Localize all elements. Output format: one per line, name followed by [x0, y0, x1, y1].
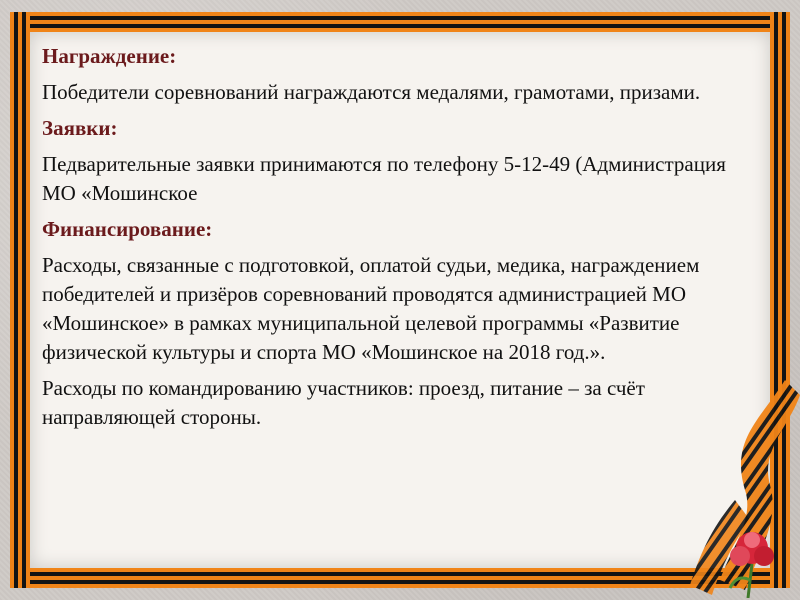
slide-text — [42, 42, 732, 439]
travel-expenses-text: Расходы по командированию участников: проезд, питание – за счёт направляющей стороны. — [42, 376, 645, 429]
financing-heading: Финансирование: — [42, 217, 213, 241]
award-text: Победители соревнований награждаются медалями, грамотами, призами. — [42, 80, 701, 104]
ribbon-frame-bottom — [10, 568, 790, 588]
ribbon-frame-top — [10, 12, 790, 32]
applications-heading: Заявки: — [42, 116, 118, 140]
award-heading: Награждение: — [42, 44, 177, 68]
carnation-flower-icon — [730, 532, 774, 598]
st-george-ribbon-icon — [690, 380, 800, 600]
financing-text: Расходы, связанные с подготовкой, оплатой судьи, медика, награждением победителей и призёров соревнований проводятся администрацией МО «Мошинское» в рамках муниципальной целевой программы «Развитие физической культуры и спорта МО «Мошинское на 2018 год.». — [42, 253, 700, 364]
ribbon-frame-left — [10, 12, 30, 588]
applications-text: Педварительные заявки принимаются по телефону 5-12-49 (Администрация МО «Мошинское — [42, 152, 726, 205]
